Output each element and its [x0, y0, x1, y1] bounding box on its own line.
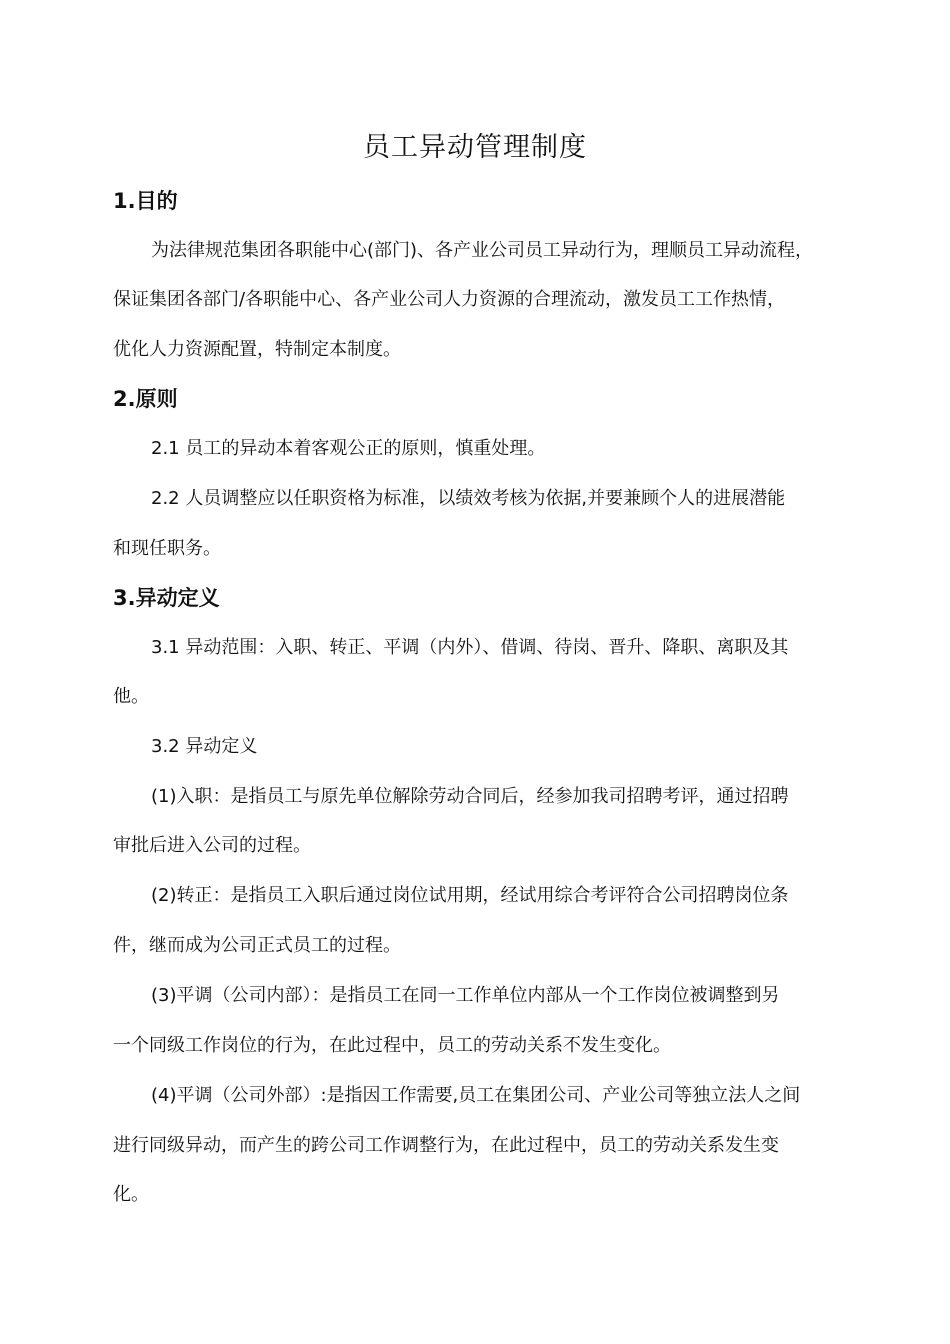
section-heading-definition: 3.异动定义: [113, 586, 220, 610]
paragraph-line: 3.1 异动范围：入职、转正、平调（内外）、借调、待岗、晋升、降职、离职及其: [151, 637, 789, 658]
section-heading-principle: 2.原则: [113, 387, 178, 411]
paragraph-line: 优化人力资源配置，特制定本制度。: [113, 339, 401, 360]
paragraph-line: (4)平调（公司外部）:是指因工作需要,员工在集团公司、产业公司等独立法人之间: [151, 1085, 801, 1106]
paragraph-line: 和现任职务。: [113, 538, 221, 559]
subsection-label: 3.2 异动定义: [151, 736, 258, 757]
paragraph-line: 他。: [113, 686, 149, 707]
paragraph-line: 为法律规范集团各职能中心(部门)、各产业公司员工异动行为，理顺员工异动流程，: [151, 240, 814, 261]
paragraph-line: 2.1 员工的异动本着客观公正的原则，慎重处理。: [151, 438, 546, 459]
paragraph-line: (1)入职：是指员工与原先单位解除劳动合同后，经参加我司招聘考评，通过招聘: [151, 786, 789, 807]
paragraph-line: 2.2 人员调整应以任职资格为标准，以绩效考核为依据,并要兼顾个人的进展潜能: [151, 488, 786, 509]
paragraph-line: 件，继而成为公司正式员工的过程。: [113, 935, 401, 956]
paragraph-line: 化。: [113, 1184, 149, 1205]
paragraph-line: 一个同级工作岗位的行为，在此过程中，员工的劳动关系不发生变化。: [113, 1035, 671, 1056]
paragraph-line: 保证集团各部门/各职能中心、各产业公司人力资源的合理流动，激发员工工作热情，: [113, 289, 786, 310]
paragraph-line: (3)平调（公司内部）：是指员工在同一工作单位内部从一个工作岗位被调整到另: [151, 985, 780, 1006]
section-heading-purpose: 1.目的: [113, 189, 178, 213]
paragraph-line: 进行同级异动，而产生的跨公司工作调整行为，在此过程中，员工的劳动关系发生变: [113, 1135, 779, 1156]
document-title: 员工异动管理制度: [363, 132, 587, 163]
paragraph-line: (2)转正：是指员工入职后通过岗位试用期，经试用综合考评符合公司招聘岗位条: [151, 885, 789, 906]
paragraph-line: 审批后进入公司的过程。: [113, 835, 311, 856]
